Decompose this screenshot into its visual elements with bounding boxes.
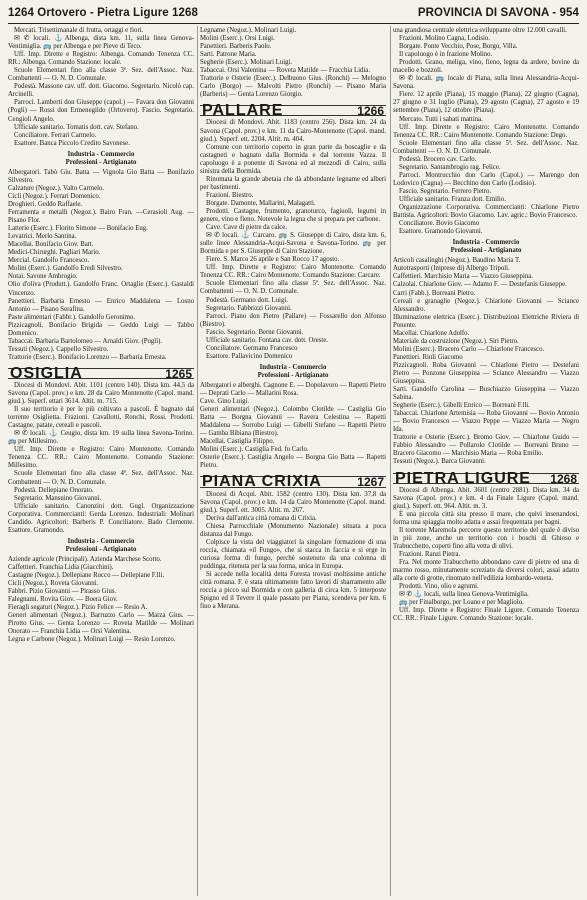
- paragraph: Mercati. Trisettimanale di frutta, ortaggi e fiori.: [14, 27, 144, 34]
- paragraph: Borgate. Damonte, Mallarini, Malagatti.: [206, 199, 316, 207]
- subsection-heading: Industria - Commercio: [67, 537, 135, 545]
- subsection-heading: Professioni - Artigianato: [257, 371, 329, 379]
- paragraph: Colpisce la vista del viaggiatori la singolare formazione di una roccia, chiamata «il Fungo», che si stacca in faccia e si erge in curiosa forma di fungo, perchè sostenuto da una colonna di puddinga, ritenuta per la sua forma, unica in Europa.: [200, 538, 386, 570]
- paragraph: Podestà. Massone cav. uff. dott. Giacomo. Segretario. Nicolò cap. Arcinelli.: [8, 83, 194, 99]
- paragraph: Uff. Imp. Dirette e Registro: Cairo Montenotte. Comando Tenenza CC. RR.: Cairo Montenotte. Comando Stazione: Millesimo.: [8, 446, 194, 470]
- paragraph: Ufficiale sanitario. Fontana cav. dott. Oreste.: [206, 336, 328, 344]
- listing: Olio d'oliva (Produtt.). Gandolfo Franc. Ortaglie (Eserc.). Gastaldi Vincenzo.: [8, 281, 194, 297]
- listing: Trattorie e Osterie (Eserc.). Delbuono Gius. (Ronchi) — Melogno Carlo (Borgo) — Malvolti Pietro (Ronchi) — Pisano Maria (Barberis) — Genta Lorenzo Giorgio.: [200, 75, 386, 99]
- subsection-heading: Industria - Commercio: [259, 363, 327, 371]
- column-1: [8, 27, 194, 895]
- header-right: PROVINCIA DI SAVONA - 954: [417, 7, 579, 19]
- listing: Latterie (Eserc.). Florito Simone — Bonifacio Eug.: [8, 225, 148, 233]
- paragraph: Segretario. Mansuino Giovanni.: [14, 494, 102, 502]
- listing: Sarti. Gandolfo Carolina — Buschiazzo Giuseppina — Viazzo Sabina.: [393, 386, 579, 402]
- listing: Cicli (Negoz.). Roveta Giovanni.: [8, 580, 99, 588]
- listing: Autotrasporti (Imprese di) Albergo Tripoli.: [393, 265, 510, 273]
- listing: Paste alimentari (Fabbr.). Gandolfo Geronimo.: [8, 313, 136, 321]
- subsection-heading: Professioni - Artigianato: [65, 158, 137, 166]
- listing: Cave. Gino Luigi.: [200, 398, 250, 406]
- subsection-heading: Industria - Commercio: [452, 239, 520, 247]
- paragraph: Diocesi di Mondovì. Abit. 1183 (centro 256). Dista km. 24 da Savona (Capol. prov.) e km. 11 da Cairo-Montenotte (Capol. mand. giud.). Superf. ett. 2204. Altit. m. 404.: [200, 119, 386, 143]
- listing: Pizzicagnoli. Bonifacio Brigida — Geddo Luigi — Tabbo Domenico.: [8, 321, 194, 337]
- listing: Segherie (Eserc.). Gibelli Enrico — Borreani F.lli.: [393, 402, 530, 410]
- listing: Sarti. Patrone Maria.: [200, 51, 257, 59]
- paragraph: Fascio. Segretario. Berne Giovanni.: [206, 328, 304, 336]
- paragraph: Esattore. Banca Piccolo Credito Savonese.: [14, 139, 130, 147]
- paragraph: Uff. Imp. Dirette e Registro: Albenga. Comando Tenenza CC. RR.: Albenga. Comando Stazione: locale.: [8, 51, 194, 67]
- paragraph: Scuole Elementari fino alla classe 4ª. Sez. dell'Assoc. Naz. Combattenti — O. N. D. Comunale.: [8, 470, 194, 486]
- paragraph: 🚌 per Finalborgo, per Loano e per Magliolo.: [399, 599, 524, 607]
- section-heading-piana-crixia: PIANA CRIXIA 1267: [202, 473, 384, 491]
- paragraph: Uff. Imp. Dirette e Registro: Cairo Montenotte. Comando Tenenza CC. RR.: Cairo Montenotte. Comando Stazione: Dego.: [393, 123, 579, 139]
- paragraph: Parroci. Montrucchio don Carlo (Capol.) — Marengo don Lodovico (Cagna) — Becchino don Carlo (Lodisio).: [393, 171, 579, 187]
- paragraph: Fascio. Segretario. Ferrero Pietro.: [399, 187, 492, 195]
- paragraph: Fiere. 12 aprile (Piana), 15 maggio (Piana), 22 giugno (Cagna), 27 giugno e 31 luglio (Piana), 29 agosto (Cagna), 27 agosto e 19 settembre (Piana), 12 ottobre (Piana).: [393, 91, 579, 115]
- listing: Tessuti (Negoz.). Barca Giovanni.: [393, 458, 486, 466]
- listing: Albergatori e alberghi. Cagnone E. — Dopolavoro — Rapetti Pietro — Deprati Carlo — Mallarini Rosa.: [200, 381, 386, 398]
- listing: Tabaccai. Orsi Valentina — Roveta Matilde — Fracchia Lidia.: [200, 67, 371, 75]
- paragraph: ✉ ✆ locali. ⚓ Carcaro. 🚌 S. Giuseppe di Cairo, dista km. 6, sulle linee Alessandria-Acqui-Savona e Savona-Torino. 🚌 per Bormida e per S. Giuseppe di Cairo Stazione.: [200, 232, 386, 256]
- paragraph: Prodotti. Castagne, frumento, granoturco, fagiuoli, legumi in genere, vino e fieno. Notevole la legna che si prepara per carbone.: [200, 207, 386, 224]
- paragraph: Uff. Imp. Dirette e Registro: Finale Ligure. Comando Tenenza CC. RR.: Finale Ligure. Comando Stazione: locale.: [393, 607, 579, 623]
- paragraph: È una piccola città sita presso il mare, che quivi insenandosi, forma una spiaggia molto adatta e assai frequentata per bagni.: [393, 510, 579, 526]
- paragraph: Prodotti. Grano, meliga, vino, fieno, legna da ardere, bovine da macello e bozzoli.: [393, 59, 579, 75]
- listing: Caffettieri. Franchia Lidia (Giacchini).: [8, 564, 114, 571]
- listing: Materiale da costruzione (Negoz.). Siri Pietro.: [393, 337, 519, 345]
- listing: Generi alimentari (Negoz.). Barruzzo Carlo — Marza Gius. — Pirotto Gius. — Genta Lorenzo — Roveta Matilde — Molinari Onorato — Franchia Lidia — Orsi Valentina.: [8, 612, 194, 636]
- paragraph: Esattore. Pallavicino Domenico: [206, 352, 293, 360]
- listing: Illuminazione elettrica (Eserc.). Distribuzioni Elettriche Riviera di Ponente.: [393, 313, 579, 329]
- listing: Cereali e granaglie (Negoz.). Chiarlone Giovanni — Sciance Alessandro.: [393, 297, 579, 313]
- section-heading-pietra-ligure: PIETRA LIGURE 1268: [395, 469, 577, 487]
- paragraph: Diocesi di Albenga. Abit. 3601 (centro 2881). Dista km. 34 da Savona (Capol. prov.) e km. 4 da Finale Ligure (Capol. mand. giud.). Superf. ett. 964. Altit. m. 3.: [393, 486, 579, 510]
- column-divider-1: [197, 26, 198, 896]
- listing: Tabaccai. Barbaria Bartolomeo — Arnaldi Giov. (Pogli).: [8, 337, 163, 345]
- paragraph: Deriva dall'antica città romana di Crixia.: [206, 514, 317, 522]
- listing: Panettieri. Riuli Giacomo: [393, 353, 463, 361]
- listing: Macellai. Chiarlone Adolfo.: [393, 329, 470, 337]
- paragraph: ✉ ✆ locali. 🚌 locale di Piana, sulla linea Alessandria-Acqui-Savona.: [393, 75, 579, 91]
- paragraph: Ufficiale sanitario. Tomatis dott. cav. Stefano.: [14, 123, 139, 131]
- listing: Molini (Eserc.). Orsi Luigi.: [200, 35, 275, 43]
- column-3: [393, 27, 579, 895]
- paragraph: ✉ ✆ locali. ⚓Albenga, dista km. 11, sulla linea Genova-Ventimiglia. 🚌 per Albenga e per Pieve di Teco.: [8, 35, 194, 51]
- listing: Generi alimentari (Negoz.). Colombo Clotilde — Castiglia Gio Batta — Borgna Giovanni — Ravera Celestina — Rapetti Maddalena — Sorrobo Luigi — Gibelli Stefano — Rapetti Pietro — Gamba Bibiana (Biestro).: [200, 406, 386, 438]
- paragraph: Il capoluogo è in frazione Molino.: [399, 51, 493, 59]
- listing: Falegnami. Rovita Giov. — Boera Giov.: [8, 596, 118, 604]
- paragraph: Prodotti. Vino, olio e agrumi.: [399, 583, 479, 591]
- listing: Macellai. Castiglia Filippo.: [200, 438, 275, 446]
- listing: Fabbri. Pizio Giovanni — Pirasso Gius.: [8, 588, 117, 596]
- listing: Levatrici. Merlo Santina.: [8, 233, 77, 241]
- listing: Caffettieri. Marchisio Maria — Viazzo Giuseppina.: [393, 273, 533, 281]
- section-heading-pallare: PALLARE 1266: [202, 102, 384, 120]
- paragraph: Segretario. Fabbrizzi Giovanni.: [206, 304, 292, 312]
- listing: Legname (Negoz.). Molinari Luigi.: [200, 27, 297, 34]
- paragraph: Frazioni. Ranzi Pietra.: [399, 550, 461, 558]
- paragraph: Segretario. Santambrogio rag. Felice.: [399, 163, 501, 171]
- listing: Castagne (Negoz.). Dellepiane Rocco — Dellepiane F.lli.: [8, 572, 165, 580]
- header-left: 1264 Ortovero - Pietra Ligure 1268: [8, 7, 199, 19]
- listing: Osterie (Eserc.). Castiglia Angelo — Borgna Gio Batta — Rapetti Pietro.: [200, 454, 386, 470]
- paragraph: Podestà. Dellepiane Onorato.: [14, 486, 94, 494]
- listing: Notai. Savone Ambrogio.: [8, 273, 78, 281]
- paragraph: ✉ ✆ ⚓ locali, sulla linea Genova-Ventimiglia.: [399, 591, 529, 599]
- listing: Macellai. Bonifacio Giov. Batt.: [8, 241, 94, 249]
- listing: Fieragli segaturi (Negoz.). Pizio Felice — Resio A.: [8, 604, 148, 612]
- paragraph: Scuole Elementari fino alla classe 5ª. Sez. dell'Assoc. Naz. Combattenti — O. N. D. Comunale.: [393, 139, 579, 155]
- listing: Mercial. Gandolfo Francesco.: [8, 257, 90, 265]
- paragraph: Ufficiale sanitario. Canonzini dott. Gugl. Organizzazione Corporativa. Commercianti: Gerda Lorenzo. Industriali: Molinari Candido. Agricoltori: Barberis P. Conciliatore. Bado Clemente. Esattore. Gramondo.: [8, 502, 194, 534]
- paragraph: Fra. Nel monte Trabucchetto abbondano cave di pietre ed una di marmo rosso, minutamente screziato da diversi colori, assai adatto alla corte di grotte, rinomato nell'edilizia lombardo-veneta.: [393, 559, 579, 583]
- listing: Cicli (Negoz.). Ferrari Domenico.: [8, 192, 101, 200]
- listing: Calzolai. Chiarlone Giov. — Adamo F. — Destefanis Giuseppe.: [393, 281, 567, 289]
- paragraph: Parroci. Piano don Pietro (Pallare) — Fossarello don Alfonso (Biestro).: [200, 312, 386, 328]
- paragraph: Frazioni. Biestro.: [206, 191, 254, 199]
- paragraph: Scuole Elementari fino alla classe 3ª. Sez. dell'Assoc. Naz. Combattenti — O. N. D. Comunale.: [8, 67, 194, 83]
- paragraph: Parroci. Lamberti don Giuseppe (capol.) — Favara don Giovanni (Pogli) — Rossi don Ermenegildo (Ortovero). Fascio. Segretario. Cengioli Angelo.: [8, 99, 194, 123]
- paragraph: Borgate. Ponte Vecchio, Pose, Borgo, Villa.: [399, 43, 518, 51]
- header-rule: [8, 23, 579, 24]
- listing: Medici-Chirurghi. Pagliari Mario.: [8, 249, 101, 257]
- paragraph: Il torrente Maremola percorre questo territorio del quale è diviso in più zone, anche un territorio con i boschi di Ghioso e Trabucchetto, coperti fino alla vetta di ulivi.: [393, 526, 579, 550]
- listing: Carri (Fabb.). Borreani Pietro.: [393, 289, 476, 297]
- listing: Droghieri. Geddo Raffaele.: [8, 200, 83, 208]
- paragraph: Rinomata la grande abetaia che dà abbondante legname ed alberi per bastimenti.: [200, 175, 386, 191]
- paragraph: Comune con territorio coperto in gran parte da boscaglie e da castagneti e bagnato dalla Bormida e dal torrente Vazza. Il capoluogo è a ponente di Savona ed al mezzodì di Cairo, sulla sinistra della Bormida.: [200, 143, 386, 175]
- paragraph: Uff. Imp. Dirette e Registro: Cairo Montenotte. Comando Tenenza CC. RR.: Cairo Montenotte. Comando Stazione: Carcare.: [200, 264, 386, 280]
- paragraph: Esattore. Gramondo Giovanni.: [399, 228, 483, 236]
- listing: Legna e Carbone (Negoz.). Molinari Luigi — Resio Lorenzo.: [8, 636, 176, 644]
- column-2: [200, 27, 386, 895]
- paragraph: Cave. Cave di pietre da calce.: [206, 224, 287, 232]
- paragraph: Organizzazione Corporativa. Commercianti: Chiarlone Pietro Battista. Agricoltori: Bovio Giacomo. Lav. agric.: Bovio Francesco.: [393, 204, 579, 220]
- listing: Pizzicagnoli. Roba Giovanni — Chiarlone Pietro — Destefani Pietro — Ponzone Giuseppina — Sciance Alessandro — Viazzo Giuseppina.: [393, 361, 579, 386]
- paragraph: Diocesi di Acqui. Abit. 1582 (centro 130). Dista km. 37,8 da Savona (Capol. prov.) e km. 14 da Cairo Montenotte (Capol. mand. giud.). Superf. ett. 3005. Altit. m. 267.: [200, 490, 386, 514]
- listing: Panettieri. Barbaria Ernesto — Enrico Maddalena — Losno Antonio — Pisano Serafina.: [8, 297, 194, 313]
- listing: Panettieri. Barberis Paolo.: [200, 43, 272, 51]
- paragraph: Ufficiale sanitario. Franza dott. Emilio.: [399, 195, 506, 203]
- listing: Tabaccai. Chiarlone Artemisia — Roba Giovanni — Bovio Antonio — Bovio Francesco — Viazzo Peppe — Viazzo Maria — Negro Ida.: [393, 410, 579, 434]
- subsection-heading: Industria - Commercio: [67, 150, 135, 158]
- page-header: [8, 4, 579, 22]
- listing: Tessuti (Negoz.). Cappello Silvestro.: [8, 345, 109, 353]
- listing: Calzature (Negoz.). Valto Carmelo.: [8, 184, 105, 192]
- listing: Trattorie e Osterie (Eserc.). Bromo Giov. — Chiarlone Guido — Fabbio Alessandro — Pollarolo Clotilde — Borreani Bruno — Bracero Giacomo — Marchisio Maria — Roba Emilio.: [393, 434, 579, 458]
- paragraph: Conciliatore. Germano Francesco: [206, 344, 298, 352]
- listing: Molini (Eserc.). Castiglia Fed. fu Carlo.: [200, 446, 309, 454]
- paragraph: una grandiosa centrale elettrica sviluppante oltre 12.000 cavalli.: [393, 27, 567, 34]
- listing: Aziende agricole (Principali). Azienda Marchese Scotto.: [8, 555, 162, 563]
- listing: Molini (Eserc.). Gandolfo Eredi Silvestro.: [8, 265, 123, 273]
- paragraph: Si accede nella località detta Foresta trovasi moltissime antiche città romana. F. è stata ultimamente fatto lavori di sbarramento alle roccia a picco sul Bormida e con galleria di circa km. 5 interposte Spigno ed il Tevere il quale passato per Piana, scendeva per km. 6 fino a Merana.: [200, 571, 386, 611]
- paragraph: Podestà. Germano dott. Luigi.: [206, 296, 288, 304]
- paragraph: Scuole Elementari fino alla classe 5ª. Sez. dell'Assoc. Naz. Combattenti — O. N. D. Comunale.: [200, 280, 386, 296]
- paragraph: Conciliatore. Bovio Giacomo: [399, 220, 480, 228]
- paragraph: Mercato. Tutti i sabati mattina.: [399, 115, 483, 123]
- paragraph: Chiesa Parrocchiale (Monumento Nazionale) situata a poca distanza dal Fungo.: [200, 522, 386, 538]
- listing: Segherie (Eserc.). Molinari Luigi.: [200, 59, 293, 67]
- paragraph: ✉ ✆ locali. ⚓ Ceugio, dista km. 19 sulla linea Savona-Torino. 🚌 per Millesimo.: [8, 430, 194, 446]
- paragraph: Conciliatore. Ferrari Carmelo.: [14, 131, 97, 139]
- paragraph: Podestà. Brocero cav. Carlo.: [399, 155, 477, 163]
- listing: Trattorie (Eserc.). Bonifacio Lorenzo — Barbaria Ernesta.: [8, 353, 167, 361]
- listing: Albergatori. Tabò Giu. Batta — Vignola Gio Batta — Bonifazio Silvestro.: [8, 168, 194, 184]
- subsection-heading: Professioni - Artigianato: [65, 545, 137, 553]
- section-heading-osiglia: OSIGLIA 1265: [10, 364, 192, 382]
- paragraph: Il suo territorio è per le più coltivato a pascoli. È bagnato dal torrente Osiglietta. Frazioni. Cavallotti, Ronchi, Rossi. Prodotti. Castagne, patate, cereali e pascoli.: [8, 406, 194, 430]
- paragraph: Frazioni. Molino Cagna, Lodisio.: [399, 35, 490, 43]
- listing: Molini (Eserc.). Bracero Carlo — Chiarlone Francesco.: [393, 345, 545, 353]
- paragraph: Diocesi di Mondovì. Abit. 1101 (centro 140). Dista km. 44,5 da Savona (Capol. prov.) e km. 28 da Cairo Montenotte (Capol. mand. giud.). Superf. ettari 3614. Altit. m. 715.: [8, 381, 194, 406]
- paragraph: Fiere. S. Marco 26 aprile e San Rocco 17 agosto.: [206, 256, 340, 264]
- listing: Ferramenta e metalli (Negoz.). Bairo Fran. —Cerasioli Aug. — Pisano Flor.: [8, 209, 194, 225]
- column-divider-2: [390, 26, 391, 896]
- subsection-heading: Professioni - Artigianato: [450, 247, 522, 255]
- listing: Articoli casalinghi (Negoz.). Baudino Maria T.: [393, 257, 521, 265]
